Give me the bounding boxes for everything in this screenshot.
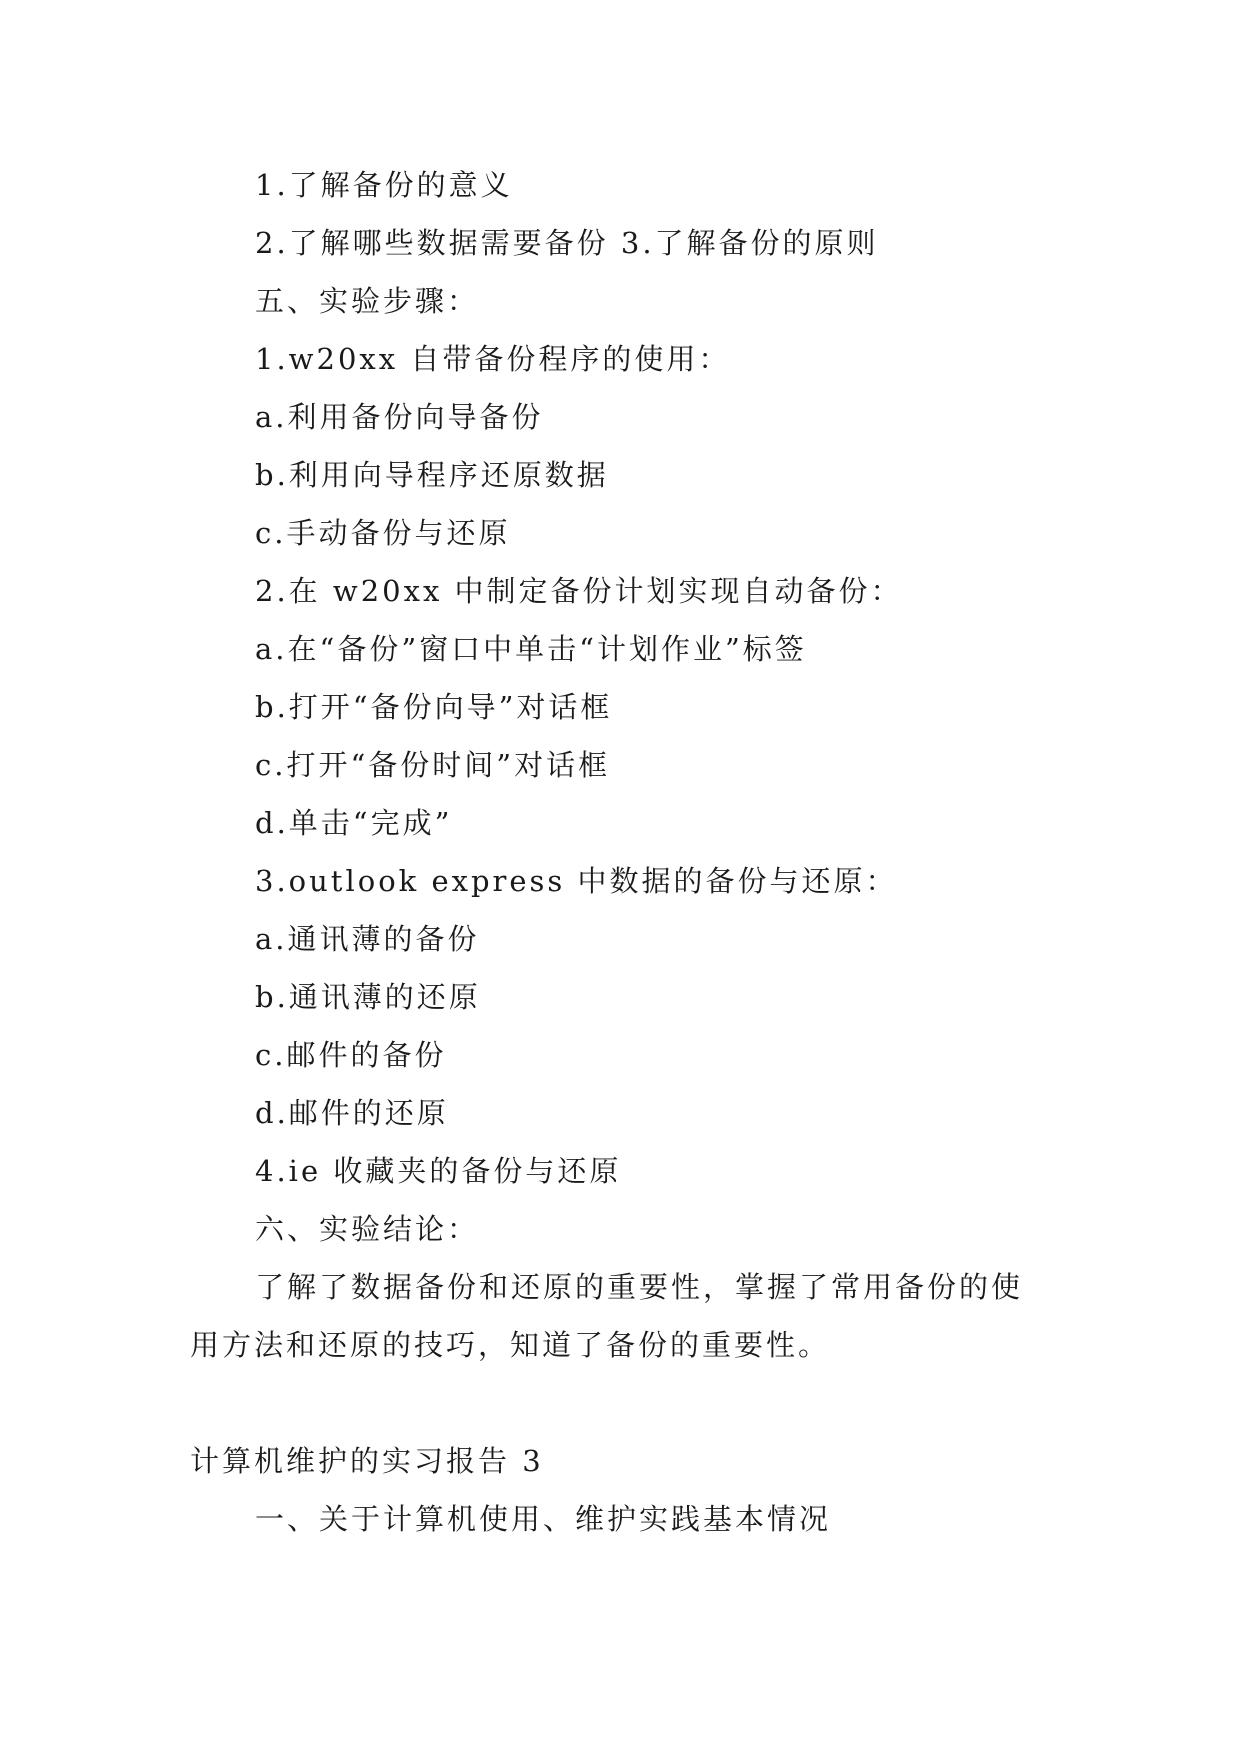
list-item: a.通讯薄的备份 bbox=[255, 922, 480, 956]
list-item: 3.outlook express 中数据的备份与还原： bbox=[255, 864, 898, 898]
list-item: 2.在 w20xx 中制定备份计划实现自动备份： bbox=[255, 574, 903, 608]
paragraph-line: 了解了数据备份和还原的重要性，掌握了常用备份的使 bbox=[255, 1270, 1024, 1304]
list-item: b.利用向导程序还原数据 bbox=[255, 458, 609, 492]
list-item: c.打开“备份时间”对话框 bbox=[255, 748, 611, 782]
list-item: a.在“备份”窗口中单击“计划作业”标签 bbox=[255, 632, 807, 666]
list-item: d.邮件的还原 bbox=[255, 1096, 449, 1130]
list-item: 2.了解哪些数据需要备份 3.了解备份的原则 bbox=[255, 226, 879, 260]
list-item: c.邮件的备份 bbox=[255, 1038, 447, 1072]
list-item: a.利用备份向导备份 bbox=[255, 400, 544, 434]
list-item: 4.ie 收藏夹的备份与还原 bbox=[255, 1154, 622, 1188]
section-heading: 五、实验步骤： bbox=[255, 284, 480, 318]
list-item: 1.了解备份的意义 bbox=[255, 168, 513, 202]
list-item: b.打开“备份向导”对话框 bbox=[255, 690, 613, 724]
list-item: d.单击“完成” bbox=[255, 806, 453, 840]
report-title: 计算机维护的实习报告 3 bbox=[190, 1444, 544, 1478]
list-item: c.手动备份与还原 bbox=[255, 516, 511, 550]
list-item: 1.w20xx 自带备份程序的使用： bbox=[255, 342, 731, 376]
paragraph-line: 用方法和还原的技巧，知道了备份的重要性。 bbox=[190, 1328, 831, 1362]
section-heading: 一、关于计算机使用、维护实践基本情况 bbox=[255, 1502, 832, 1536]
list-item: b.通讯薄的还原 bbox=[255, 980, 481, 1014]
section-heading: 六、实验结论： bbox=[255, 1212, 480, 1246]
